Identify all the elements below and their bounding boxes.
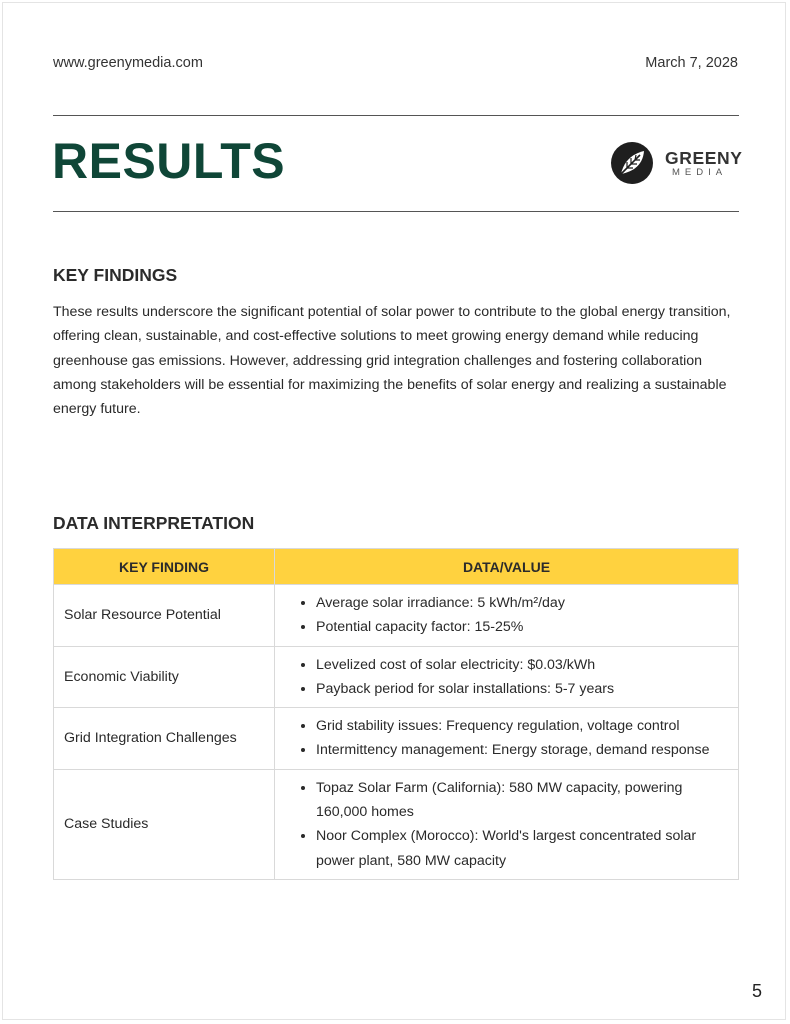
header-divider-top bbox=[53, 115, 739, 116]
table-row bbox=[54, 769, 739, 879]
data-interpretation-table bbox=[53, 548, 739, 880]
page-title: RESULTS bbox=[52, 133, 286, 189]
value-item: • Topaz Solar Farm (California): 580 MW capacity, powering 160,000 homes bbox=[316, 776, 728, 825]
site-url: www.greenymedia.com bbox=[53, 55, 203, 71]
value-cell bbox=[275, 708, 739, 770]
company-logo bbox=[610, 140, 743, 186]
logo-subtitle: MEDIA bbox=[672, 167, 728, 178]
value-item: • Grid stability issues: Frequency regulation, voltage control bbox=[316, 714, 728, 738]
finding-cell: Case Studies bbox=[54, 769, 275, 879]
report-date: March 7, 2028 bbox=[645, 55, 738, 71]
table-row bbox=[54, 585, 739, 647]
value-list bbox=[275, 647, 738, 708]
value-item: • Average solar irradiance: 5 kWh/m²/day bbox=[316, 591, 728, 615]
key-findings-heading: KEY FINDINGS bbox=[53, 265, 178, 285]
key-findings-paragraph: These results underscore the significant potential of solar power to contribute to the global energy transition, offering clean, sustainable, and cost-effective solutions to meet growing energy demand while reducing greenhouse gas emissions. However, addressing grid integration challenges and fostering collaboration among stakeholders will be essential for maximizing the benefits of solar energy and realizing a sustainable energy future. bbox=[53, 304, 731, 418]
value-item: • Levelized cost of solar electricity: $0.03/kWh bbox=[316, 653, 728, 677]
value-list bbox=[275, 770, 738, 879]
value-item: • Payback period for solar installations: 5-7 years bbox=[316, 677, 728, 701]
finding-cell: Economic Viability bbox=[54, 646, 275, 708]
data-interpretation-heading: DATA INTERPRETATION bbox=[53, 513, 255, 533]
value-item: • Intermittency management: Energy storage, demand response bbox=[316, 738, 728, 762]
leaf-logo-icon bbox=[610, 141, 654, 185]
finding-cell: Solar Resource Potential bbox=[54, 585, 275, 647]
table-header-row bbox=[54, 549, 739, 585]
value-item: • Potential capacity factor: 15-25% bbox=[316, 615, 728, 639]
value-cell bbox=[275, 769, 739, 879]
table-row bbox=[54, 708, 739, 770]
value-list bbox=[275, 708, 738, 769]
logo-wordmark: GREENY bbox=[665, 148, 743, 168]
finding-cell: Grid Integration Challenges bbox=[54, 708, 275, 770]
value-list bbox=[275, 585, 738, 646]
value-item: • Noor Complex (Morocco): World's largest concentrated solar power plant, 580 MW capacity bbox=[316, 824, 728, 873]
column-header-data-value: DATA/VALUE bbox=[275, 549, 739, 585]
table-row bbox=[54, 646, 739, 708]
value-cell bbox=[275, 646, 739, 708]
value-cell bbox=[275, 585, 739, 647]
column-header-key-finding: KEY FINDING bbox=[54, 549, 275, 585]
page-number: 5 bbox=[751, 981, 762, 1001]
header-divider-bottom bbox=[53, 211, 739, 212]
